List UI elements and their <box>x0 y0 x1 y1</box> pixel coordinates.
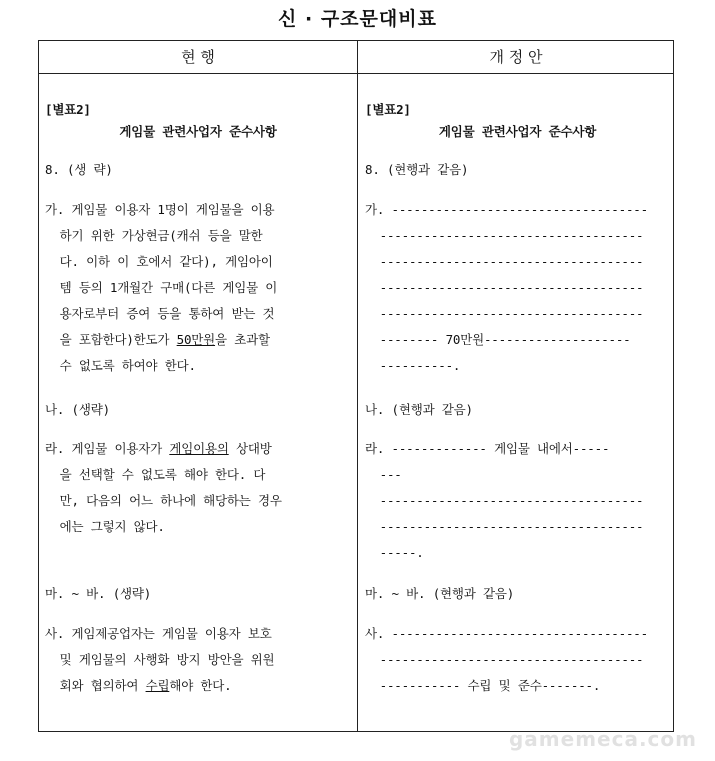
item-sa-line: 및 게임물의 사행화 방지 방안을 위원 <box>45 652 275 667</box>
item-ra-line: ------------------------------------ <box>365 493 644 508</box>
item-sa-line: ----------- 수립 및 준수-------. <box>365 678 601 693</box>
text-run: 해야 한다. <box>169 678 232 693</box>
item-na: 나. (생략) <box>45 402 110 417</box>
annex-title: 게임물 관련사업자 준수사항 <box>438 124 597 139</box>
item-ra-line: 을 선택할 수 없도록 해야 한다. 다 <box>45 467 266 482</box>
item-ga-line: ------------------------------------ <box>365 254 644 269</box>
item-ma: 마. ~ 바. (생략) <box>45 586 152 601</box>
amended-word: 수립 <box>145 678 170 693</box>
item-na: 나. (현행과 같음) <box>365 402 473 417</box>
comparison-table <box>38 40 674 732</box>
item-sa-line: 사. 게임제공업자는 게임물 이용자 보호 <box>45 626 272 641</box>
item-ga-line: ----------. <box>365 358 461 373</box>
item-ga-line: 가. 게임물 이용자 1명이 게임물을 이용 <box>45 202 275 217</box>
text-run: 을 초과할 <box>215 332 270 347</box>
annex-title: 게임물 관련사업자 준수사항 <box>119 124 277 139</box>
item-8: 8. (현행과 같음) <box>365 162 469 177</box>
item-ga-line: 템 등의 1개월간 구매(다른 게임물 이 <box>45 280 278 295</box>
current-column <box>45 41 351 731</box>
text-run: 회와 협의하여 <box>45 678 146 693</box>
text-run: 을 포함한다)한도가 <box>45 332 177 347</box>
item-ra-line: 라. ------------- 게임물 내에서----- <box>365 441 610 456</box>
item-ga-line: 가. ----------------------------------- <box>365 202 648 217</box>
header-current: 현 행 <box>181 48 215 66</box>
text-run: 라. 게임물 이용자가 <box>45 441 170 456</box>
annex-label: [별표2] <box>45 102 91 117</box>
item-ga-line: -------- 70만원-------------------- <box>365 332 631 347</box>
item-ga-line: ------------------------------------ <box>365 306 644 321</box>
item-ga-line: 수 없도록 하여야 한다. <box>45 358 196 373</box>
page-title: 신 · 구조문대비표 <box>278 8 437 30</box>
item-ga-line: 하기 위한 가상현금(캐쉬 등을 말한 <box>45 228 263 243</box>
text-run: 상대방 <box>228 441 272 456</box>
item-ra-line <box>45 436 351 462</box>
item-ga-line <box>45 327 351 353</box>
header-revision: 개 정 안 <box>489 48 543 66</box>
amended-phrase: 게임이용의 <box>169 441 229 456</box>
item-ga-line: ------------------------------------ <box>365 280 644 295</box>
item-sa-line: ------------------------------------ <box>365 652 644 667</box>
item-ra-line: 에는 그렇지 않다. <box>45 519 165 534</box>
item-sa-line <box>45 673 351 699</box>
annex-label: [별표2] <box>365 102 411 117</box>
column-divider <box>357 41 358 731</box>
item-ga-line: 용자로부터 증여 등을 통하여 받는 것 <box>45 306 275 321</box>
item-ra-line: ------------------------------------ <box>365 519 644 534</box>
watermark: gamemeca.com <box>508 727 697 751</box>
item-ra-line: 만, 다음의 어느 하나에 해당하는 경우 <box>45 493 282 508</box>
item-sa-line: 사. ----------------------------------- <box>365 626 648 641</box>
item-ra-line: -----. <box>365 545 424 560</box>
revision-column <box>365 41 670 731</box>
item-ma: 마. ~ 바. (현행과 같음) <box>365 586 515 601</box>
item-8: 8. (생 략) <box>45 162 113 177</box>
item-ga-line: 다. 이하 이 호에서 같다), 게임아이 <box>45 254 273 269</box>
item-ra-line: --- <box>365 467 402 482</box>
item-ga-line: ------------------------------------ <box>365 228 644 243</box>
amended-amount: 50만원 <box>176 332 216 347</box>
